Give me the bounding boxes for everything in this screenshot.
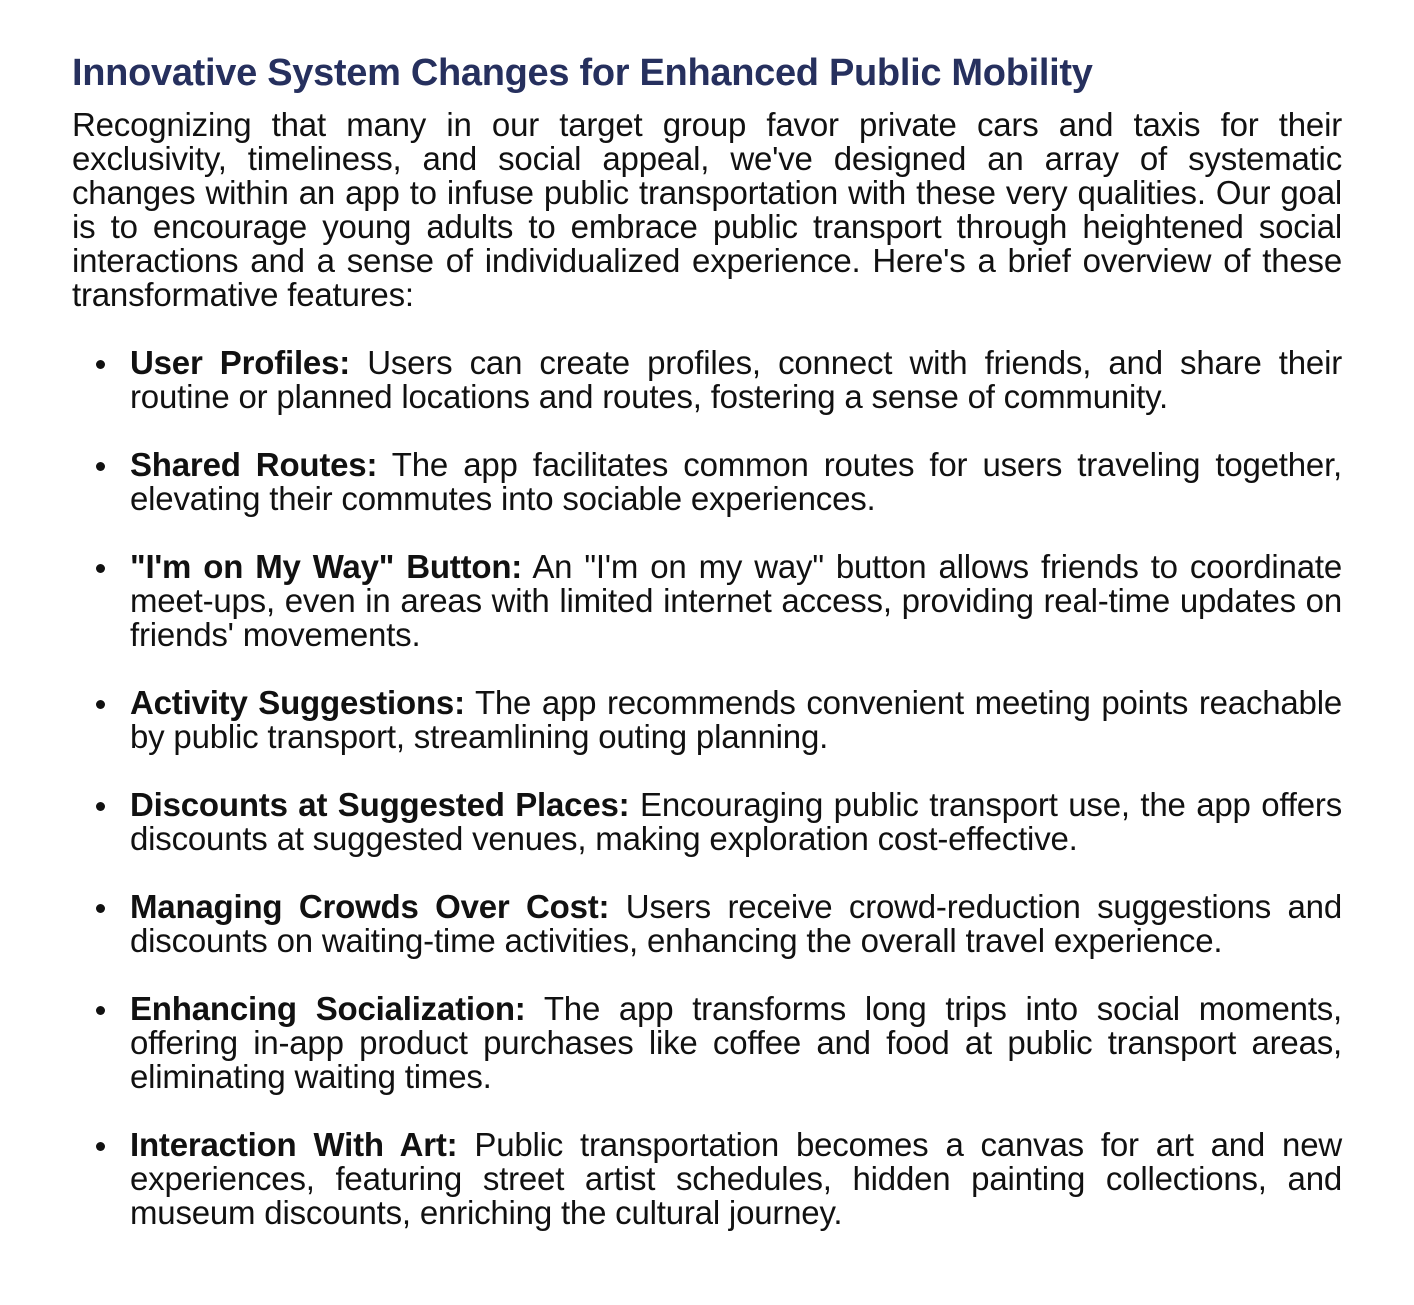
feature-description: The app facilitates common routes for users traveling together, elevating their commutes into sociable experiences. (130, 446, 1343, 517)
feature-description: The app transforms long trips into social moments, offering in-app product purchases like coffee and food at public transport areas, eliminating waiting times. (130, 990, 1342, 1095)
feature-name: Managing Crowds Over Cost: (130, 888, 610, 925)
bullet-icon (96, 564, 105, 573)
feature-name: Enhancing Socialization: (130, 990, 526, 1027)
feature-list (72, 346, 1342, 1230)
intro-paragraph: Recognizing that many in our target group favor private cars and taxis for their exclusivity, timeliness, and social appeal, we've designed an array of systematic changes within an app to infuse public transportation with these very qualities. Our goal is to encourage young adults to embrace public transport through heightened social interactions and a sense of individualized experience. Here's a brief overview of these transformative features: (72, 106, 1342, 313)
bullet-icon (96, 1006, 105, 1015)
feature-description: Users can create profiles, connect with friends, and share their routine or planned locations and routes, fostering a sense of community. (130, 344, 1343, 415)
feature-description: Public transportation becomes a canvas for art and new experiences, featuring street artist schedules, hidden painting collections, and museum discounts, enriching the cultural journey. (130, 1126, 1342, 1231)
bullet-icon (96, 904, 105, 913)
list-item (72, 448, 1342, 516)
bullet-icon (96, 360, 105, 369)
list-item (72, 890, 1342, 958)
bullet-icon (96, 700, 105, 709)
list-item (72, 992, 1342, 1094)
feature-name: Shared Routes: (130, 446, 378, 483)
list-item (72, 1128, 1342, 1230)
bullet-icon (96, 1142, 105, 1151)
document-page (72, 50, 1342, 1264)
page-title: Innovative System Changes for Enhanced Public Mobility (72, 52, 1093, 94)
list-item (72, 788, 1342, 856)
feature-name: User Profiles: (130, 344, 351, 381)
feature-name: Activity Suggestions: (130, 684, 465, 721)
feature-name: Discounts at Suggested Places: (130, 786, 630, 823)
feature-name: "I'm on My Way" Button: (130, 548, 523, 585)
feature-name: Interaction With Art: (130, 1126, 458, 1163)
feature-description: The app recommends convenient meeting points reachable by public transport, streamlining outing planning. (130, 684, 1342, 755)
bullet-icon (96, 802, 105, 811)
list-item (72, 686, 1342, 754)
feature-description: An "I'm on my way" button allows friends to coordinate meet-ups, even in areas with limited internet access, providing real-time updates on friends' movements. (130, 548, 1342, 653)
list-item (72, 346, 1342, 414)
bullet-icon (96, 462, 105, 471)
feature-description: Encouraging public transport use, the app offers discounts at suggested venues, making exploration cost-effective. (130, 786, 1342, 857)
feature-description: Users receive crowd-reduction suggestions and discounts on waiting-time activities, enhancing the overall travel experience. (130, 888, 1342, 959)
list-item (72, 550, 1342, 652)
